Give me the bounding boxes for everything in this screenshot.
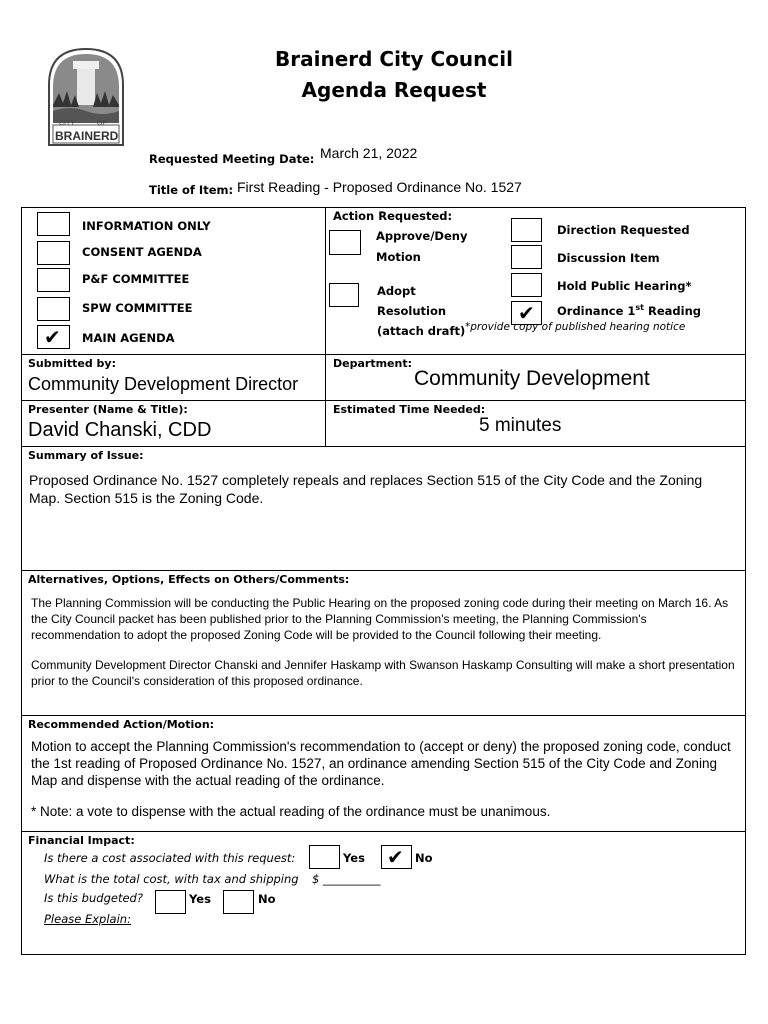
- page-subtitle: Agenda Request: [301, 78, 487, 102]
- divider: [21, 831, 746, 832]
- recommended-action-label: Recommended Action/Motion:: [28, 718, 215, 731]
- checkbox-pf-committee[interactable]: [37, 268, 70, 292]
- alternatives-paragraph-1: The Planning Commission will be conducting the Public Hearing on the proposed zoning code during their meeting on March 16. As the City Council packet has been published prior to the Planning Commission's meeting, the Planning Commission's recommendation to adopt the proposed Zoning Code will be provided to the Council following their meeting.: [31, 596, 729, 642]
- agenda-type-label: INFORMATION ONLY: [82, 219, 211, 233]
- agenda-type-label: SPW COMMITTEE: [82, 301, 193, 315]
- page-title: Brainerd City Council: [275, 47, 513, 71]
- ordinance-reading-label: [557, 303, 701, 318]
- approve-deny-label: Approve/Deny: [376, 229, 468, 243]
- divider: [21, 446, 746, 447]
- checkbox-consent-agenda[interactable]: [37, 241, 70, 265]
- adopt-label: Adopt: [377, 284, 416, 298]
- presenter-value: David Chanski, CDD: [28, 419, 212, 441]
- department-label: Department:: [333, 357, 412, 370]
- cost-yes-label: Yes: [343, 851, 365, 865]
- estimated-time-value: 5 minutes: [479, 415, 562, 436]
- summary-text: Proposed Ordinance No. 1527 completely repeals and replaces Section 515 of the City Code and the Zoning Map. Section 515 is the Zoning Code.: [29, 472, 703, 506]
- checkbox-cost-no[interactable]: [381, 845, 412, 869]
- checkbox-adopt-resolution[interactable]: [329, 283, 359, 307]
- budgeted-yes-label: Yes: [189, 892, 211, 906]
- direction-requested-label: Direction Requested: [557, 223, 690, 237]
- checkmark-icon: ✔: [44, 325, 61, 349]
- item-title-label: Title of Item:: [149, 183, 234, 197]
- please-explain-label: Please Explain:: [44, 912, 131, 926]
- cost-no-label: No: [415, 851, 433, 865]
- submitted-by-label: Submitted by:: [28, 357, 116, 370]
- department-value: Community Development: [414, 367, 650, 390]
- checkbox-information-only[interactable]: [37, 212, 70, 236]
- ordinance-label-post: Reading: [643, 303, 701, 318]
- checkbox-cost-yes[interactable]: [309, 845, 340, 869]
- item-title-value: First Reading - Proposed Ordinance No. 1527: [237, 179, 522, 195]
- total-cost-question: What is the total cost, with tax and shipping: [44, 872, 299, 886]
- divider: [21, 715, 746, 716]
- total-cost-field[interactable]: $ __________: [312, 872, 381, 886]
- alternatives-paragraph-2: Community Development Director Chanski and Jennifer Haskamp with Swanson Haskamp Consulting will make a short presentation prior to the Council's consideration of this proposed ordinance.: [31, 658, 735, 688]
- agenda-type-label: MAIN AGENDA: [82, 331, 175, 345]
- checkbox-discussion-item[interactable]: [511, 245, 542, 269]
- public-hearing-label: Hold Public Hearing*: [557, 279, 692, 293]
- checkbox-public-hearing[interactable]: [511, 273, 542, 297]
- meeting-date-value: March 21, 2022: [320, 145, 418, 161]
- resolution-label: Resolution: [377, 304, 447, 318]
- presenter-label: Presenter (Name & Title):: [28, 403, 188, 416]
- summary-label: Summary of Issue:: [28, 449, 144, 462]
- divider: [325, 207, 326, 446]
- checkmark-icon: ✔: [518, 301, 535, 325]
- checkbox-approve-deny[interactable]: [329, 230, 361, 255]
- ordinance-label-pre: Ordinance 1: [557, 303, 636, 318]
- checkbox-direction-requested[interactable]: [511, 218, 542, 242]
- estimated-time-label: Estimated Time Needed:: [333, 403, 486, 416]
- budgeted-no-label: No: [258, 892, 276, 906]
- action-requested-heading: Action Requested:: [333, 209, 453, 223]
- recommended-action-text: Motion to accept the Planning Commission's recommendation to (accept or deny) the proposed zoning code, conduct the 1st reading of Proposed Ordinance No. 1527, an ordinance amending Section 515 of the City Code and Zoning Map and dispense with the actual reading of the ordinance.: [31, 739, 731, 788]
- ordinance-label-sup: st: [635, 303, 644, 312]
- agenda-type-label: CONSENT AGENDA: [82, 245, 202, 259]
- attach-draft-label: (attach draft): [377, 324, 466, 338]
- approve-deny-label-2: Motion: [376, 250, 421, 264]
- submitted-by-value: Community Development Director: [28, 374, 299, 394]
- checkmark-icon: ✔: [387, 845, 404, 869]
- logo-text-of: OF: [97, 120, 107, 127]
- logo-text-city: CITY: [59, 120, 75, 127]
- alternatives-label: Alternatives, Options, Effects on Others/Comments:: [28, 573, 350, 586]
- discussion-item-label: Discussion Item: [557, 251, 660, 265]
- divider: [21, 400, 746, 401]
- cost-question: Is there a cost associated with this request:: [44, 851, 296, 865]
- divider: [21, 354, 746, 355]
- logo-text-name: BRAINERD: [55, 129, 119, 143]
- meeting-date-label: Requested Meeting Date:: [149, 152, 315, 166]
- checkbox-budgeted-yes[interactable]: [155, 890, 186, 914]
- financial-impact-label: Financial Impact:: [28, 834, 135, 847]
- checkbox-budgeted-no[interactable]: [223, 890, 254, 914]
- agenda-type-label: P&F COMMITTEE: [82, 272, 190, 286]
- checkbox-spw-committee[interactable]: [37, 297, 70, 321]
- hearing-notice-note: *provide copy of published hearing notice: [465, 321, 686, 333]
- checkbox-main-agenda[interactable]: [37, 325, 70, 349]
- divider: [21, 570, 746, 571]
- unanimous-note: * Note: a vote to dispense with the actual reading of the ordinance must be unanimous.: [31, 804, 551, 819]
- budgeted-question: Is this budgeted?: [44, 891, 143, 905]
